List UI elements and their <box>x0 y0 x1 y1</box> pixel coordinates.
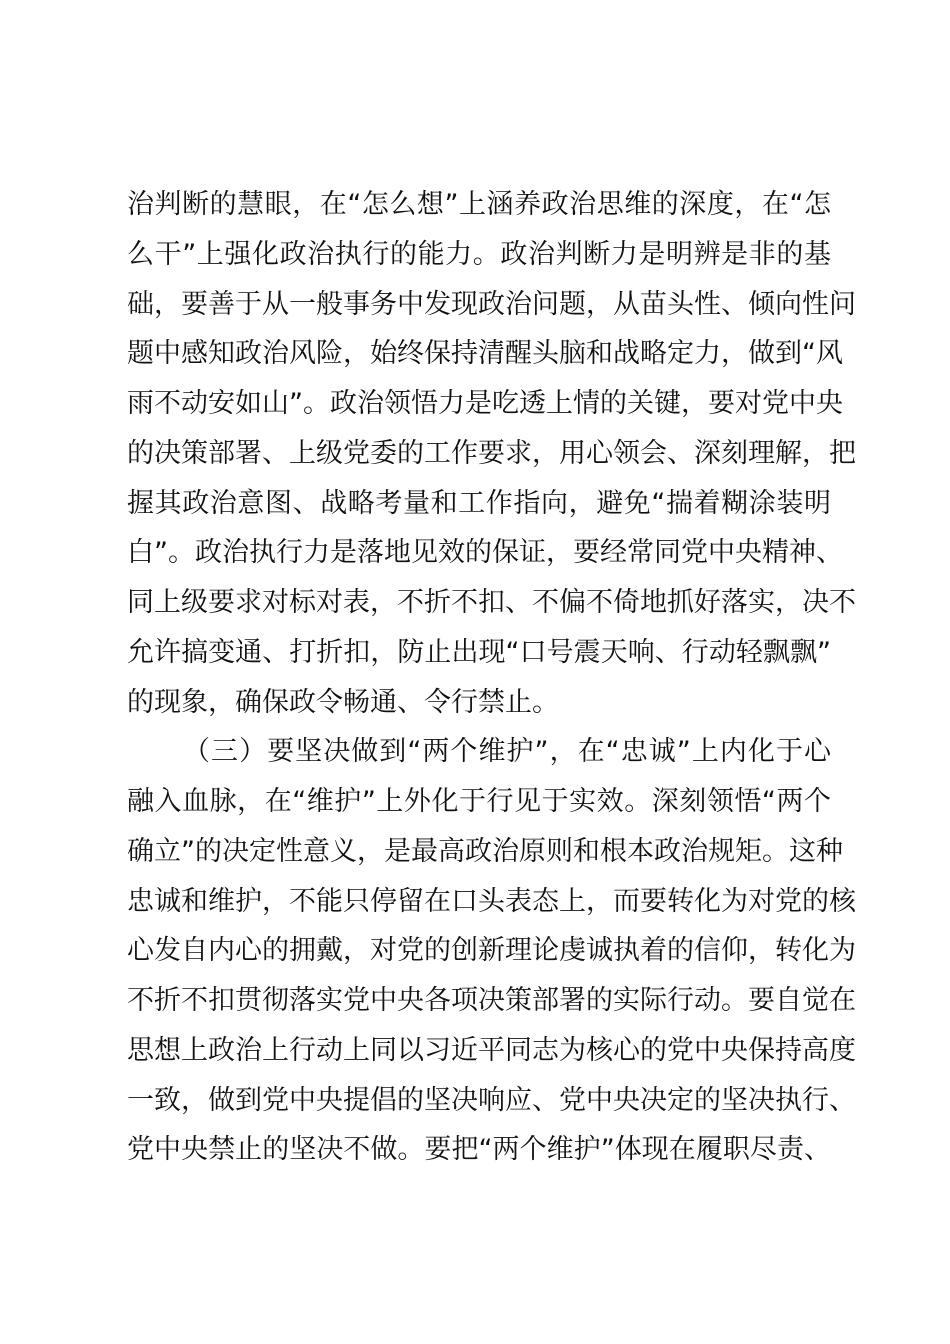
text-line: 同上级要求对标对表，不折不扣、不偏不倚地抓好落实，决不 <box>127 587 856 618</box>
text-line: 一致，做到党中央提倡的坚决响应、党中央决定的坚决执行、 <box>127 1084 856 1116</box>
text-line: 的决策部署、上级党委的工作要求，用心领会、深刻理解，把 <box>127 437 856 469</box>
text-line: 雨不动安如山”。政治领悟力是吃透上情的关键，要对党中央 <box>127 388 843 419</box>
section-heading-line: （三）要坚决做到“两个维护”，在“忠诚”上内化于心 <box>183 736 831 768</box>
paragraph-two-safeguards <box>127 727 856 1175</box>
document-page <box>127 180 856 1175</box>
text-line: 不折不扣贯彻落实党中央各项决策部署的实际行动。要自觉在 <box>127 985 856 1016</box>
text-line: 治判断的慧眼，在“怎么想”上涵养政治思维的深度，在“怎 <box>127 189 831 220</box>
text-line: 心发自内心的拥戴，对党的创新理论虔诚执着的信仰，转化为 <box>127 935 856 967</box>
text-line: 融入血脉，在“维护”上外化于行见于实效。深刻领悟“两个 <box>127 786 831 817</box>
text-line: 础，要善于从一般事务中发现政治问题，从苗头性、倾向性问 <box>127 288 856 320</box>
text-line: 么干”上强化政治执行的能力。政治判断力是明辨是非的基 <box>127 238 831 270</box>
text-line: 党中央禁止的坚决不做。要把“两个维护”体现在履职尽责、 <box>127 1134 831 1166</box>
text-line: 思想上政治上行动上同以习近平同志为核心的党中央保持高度 <box>127 1034 856 1066</box>
text-line: 忠诚和维护，不能只停留在口头表态上，而要转化为对党的核 <box>127 885 856 917</box>
paragraph-political-ability <box>127 180 856 727</box>
text-line: 的现象，确保政令畅通、令行禁止。 <box>127 686 559 718</box>
text-line: 允许搞变通、打折扣，防止出现“口号震天响、行动轻飘飘” <box>127 636 831 668</box>
text-line: 白”。政治执行力是落地见效的保证，要经常同党中央精神、 <box>127 537 843 569</box>
text-line: 题中感知政治风险，始终保持清醒头脑和战略定力，做到“风 <box>127 338 843 370</box>
text-line: 确立”的决定性意义，是最高政治原则和根本政治规矩。这种 <box>127 835 843 867</box>
text-line: 握其政治意图、战略考量和工作指向，避免“揣着糊涂装明 <box>127 487 831 519</box>
